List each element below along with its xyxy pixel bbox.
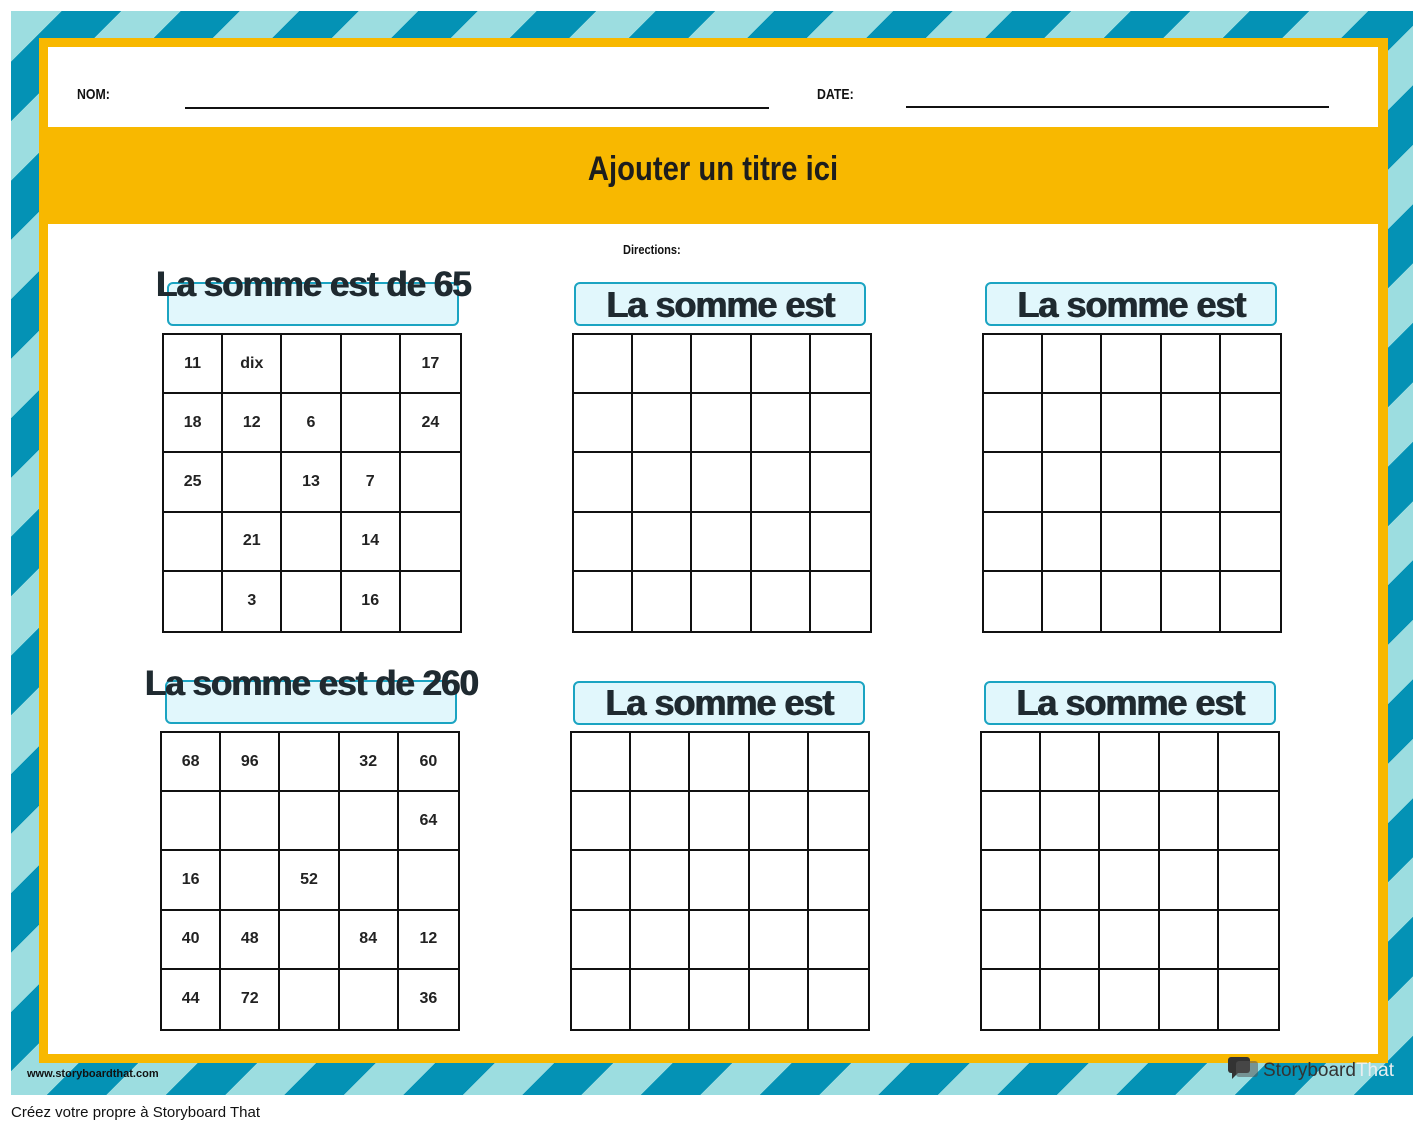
grid-cell[interactable] xyxy=(223,453,282,512)
grid-cell[interactable]: 25 xyxy=(164,453,223,512)
grid-cell[interactable] xyxy=(282,335,341,394)
grid-cell[interactable] xyxy=(340,792,399,851)
grid-cell[interactable] xyxy=(574,335,633,394)
grid-cell[interactable] xyxy=(574,572,633,631)
grid-cell[interactable] xyxy=(1043,513,1102,572)
grid-cell[interactable] xyxy=(690,911,749,970)
sum-label: La somme est xyxy=(605,284,835,325)
grid-cell[interactable] xyxy=(811,572,870,631)
grid-cell[interactable] xyxy=(633,513,692,572)
grid-cell[interactable]: 44 xyxy=(162,970,221,1029)
grid-cell[interactable] xyxy=(692,572,751,631)
grid-cell[interactable] xyxy=(811,453,870,512)
speech-bubble-icon xyxy=(1227,1055,1259,1086)
grid-cell[interactable] xyxy=(982,851,1041,910)
grid-cell[interactable] xyxy=(1100,970,1159,1029)
grid-cell[interactable] xyxy=(1162,335,1221,394)
grid-cell[interactable] xyxy=(631,851,690,910)
grid-cell[interactable] xyxy=(752,572,811,631)
grid-cell[interactable] xyxy=(982,792,1041,851)
grid-cell[interactable]: 11 xyxy=(164,335,223,394)
date-label: DATE: xyxy=(817,86,854,103)
grid-cell[interactable] xyxy=(811,335,870,394)
sum-label: La somme est xyxy=(604,682,834,723)
grid-cell[interactable]: 17 xyxy=(401,335,460,394)
grid-cell[interactable]: 7 xyxy=(342,453,401,512)
sum-label: La somme est de 260 xyxy=(144,664,478,703)
logo-text: StoryboardThat xyxy=(1263,1059,1394,1081)
grid-cell[interactable] xyxy=(1041,792,1100,851)
grid-cell[interactable] xyxy=(752,394,811,453)
grid-cell[interactable] xyxy=(1219,970,1278,1029)
grid-cell[interactable] xyxy=(984,394,1043,453)
grid-cell[interactable] xyxy=(164,513,223,572)
grid-cell[interactable] xyxy=(809,970,868,1029)
directions-label: Directions: xyxy=(623,242,681,257)
grid-cell[interactable] xyxy=(572,792,631,851)
header-panel xyxy=(48,47,1378,127)
grid-cell[interactable] xyxy=(631,733,690,792)
grid-cell[interactable] xyxy=(572,733,631,792)
grid-cell[interactable] xyxy=(692,394,751,453)
grid-cell[interactable] xyxy=(752,513,811,572)
grid-cell[interactable] xyxy=(752,335,811,394)
grid-cell[interactable] xyxy=(280,733,339,792)
grid-cell[interactable] xyxy=(1102,335,1161,394)
grid-cell[interactable] xyxy=(633,335,692,394)
grid-cell[interactable] xyxy=(1100,851,1159,910)
name-line[interactable] xyxy=(185,107,769,109)
grid-cell[interactable] xyxy=(1041,911,1100,970)
grid-cell[interactable] xyxy=(574,453,633,512)
grid-cell[interactable] xyxy=(752,453,811,512)
grid-cell[interactable] xyxy=(1221,453,1280,512)
grid-cell[interactable] xyxy=(1219,792,1278,851)
sum-label: La somme est xyxy=(1015,682,1245,723)
grid-cell[interactable] xyxy=(1162,572,1221,631)
grid-cell[interactable]: 36 xyxy=(419,990,438,1008)
sum-label: La somme est de 65 xyxy=(155,265,471,304)
grid-cell[interactable] xyxy=(984,335,1043,394)
grid-cell[interactable] xyxy=(984,572,1043,631)
grid-cell[interactable] xyxy=(1162,394,1221,453)
grid-cell[interactable] xyxy=(340,970,399,1029)
grid-cell[interactable] xyxy=(162,792,221,851)
grid-cell[interactable] xyxy=(280,911,339,970)
grid-cell[interactable]: 52 xyxy=(280,851,339,910)
grid-cell[interactable]: dix xyxy=(223,335,282,394)
grid-cell[interactable] xyxy=(399,851,458,910)
magic-square-grid xyxy=(572,333,872,633)
grid-cell[interactable] xyxy=(1221,513,1280,572)
grid-cell[interactable] xyxy=(631,970,690,1029)
grid-cell[interactable]: 13 xyxy=(282,453,341,512)
grid-cell[interactable]: 12 xyxy=(223,394,282,453)
grid-cell[interactable] xyxy=(690,792,749,851)
grid-cell[interactable] xyxy=(1100,911,1159,970)
grid-cell[interactable] xyxy=(280,792,339,851)
grid-cell[interactable] xyxy=(809,792,868,851)
grid-cell[interactable] xyxy=(1041,733,1100,792)
grid-cell[interactable] xyxy=(1219,911,1278,970)
grid-cell[interactable] xyxy=(692,453,751,512)
grid-cell[interactable] xyxy=(1160,851,1219,910)
grid-cell[interactable] xyxy=(1102,513,1161,572)
grid-cell[interactable]: 24 xyxy=(401,394,460,453)
grid-cell[interactable]: 18 xyxy=(164,394,223,453)
grid-cell[interactable]: 3 xyxy=(223,572,282,631)
magic-square-grid xyxy=(980,731,1280,1031)
grid-cell[interactable] xyxy=(982,911,1041,970)
grid-cell[interactable] xyxy=(1043,453,1102,512)
magic-square-grid xyxy=(982,333,1282,633)
grid-cell[interactable] xyxy=(750,851,809,910)
grid-cell[interactable]: 60 xyxy=(399,733,458,792)
grid-cell[interactable] xyxy=(809,733,868,792)
grid-cell[interactable] xyxy=(1160,733,1219,792)
grid-cell[interactable] xyxy=(692,513,751,572)
grid-cell[interactable] xyxy=(984,453,1043,512)
grid-cell[interactable] xyxy=(1100,792,1159,851)
grid-cell[interactable] xyxy=(1043,335,1102,394)
grid-cell[interactable]: 16 xyxy=(342,572,401,631)
magic-square-grid xyxy=(570,731,870,1031)
grid-cell[interactable] xyxy=(572,970,631,1029)
grid-cell[interactable]: 48 xyxy=(221,911,280,970)
grid-cell[interactable] xyxy=(164,572,223,631)
magic-square-grid xyxy=(160,731,460,1031)
grid-cell[interactable] xyxy=(1160,970,1219,1029)
grid-cell[interactable] xyxy=(1162,513,1221,572)
grid-cell[interactable] xyxy=(633,453,692,512)
magic-square-grid xyxy=(162,333,462,633)
grid-cell[interactable] xyxy=(750,733,809,792)
grid-cell[interactable] xyxy=(1041,970,1100,1029)
website-url[interactable]: www.storyboardthat.com xyxy=(27,1068,159,1080)
grid-cell[interactable]: 64 xyxy=(399,792,458,851)
grid-cell[interactable] xyxy=(690,733,749,792)
grid-cell[interactable] xyxy=(1221,335,1280,394)
grid-cell[interactable] xyxy=(401,572,460,631)
grid-cell[interactable] xyxy=(750,911,809,970)
grid-cell[interactable] xyxy=(633,572,692,631)
grid-cell[interactable] xyxy=(574,394,633,453)
grid-cell[interactable] xyxy=(401,513,460,572)
grid-cell[interactable]: 68 xyxy=(162,733,221,792)
grid-cell[interactable]: 40 xyxy=(162,911,221,970)
grid-cell[interactable] xyxy=(342,394,401,453)
page-caption: Créez votre propre à Storyboard That xyxy=(11,1104,261,1121)
grid-cell[interactable]: 84 xyxy=(340,911,399,970)
grid-cell[interactable]: 21 xyxy=(223,513,282,572)
grid-cell[interactable] xyxy=(1219,851,1278,910)
name-label: NOM: xyxy=(77,86,110,103)
grid-cell[interactable] xyxy=(1102,394,1161,453)
grid-cell[interactable] xyxy=(1219,733,1278,792)
grid-cell[interactable] xyxy=(984,513,1043,572)
grid-cell[interactable] xyxy=(342,335,401,394)
grid-cell[interactable]: 72 xyxy=(221,970,280,1029)
grid-cell[interactable] xyxy=(982,733,1041,792)
grid-cell[interactable] xyxy=(280,970,339,1029)
grid-cell[interactable]: 32 xyxy=(340,733,399,792)
grid-cell[interactable] xyxy=(633,394,692,453)
grid-cell[interactable] xyxy=(282,572,341,631)
grid-cell[interactable] xyxy=(574,513,633,572)
grid-cell[interactable] xyxy=(811,394,870,453)
date-line[interactable] xyxy=(906,106,1329,108)
storyboardthat-logo[interactable] xyxy=(1227,1055,1394,1086)
grid-cell[interactable] xyxy=(340,851,399,910)
grid-cell[interactable]: 16 xyxy=(162,851,221,910)
grid-cell[interactable]: 6 xyxy=(282,394,341,453)
grid-cell[interactable] xyxy=(1102,453,1161,512)
grid-cell[interactable] xyxy=(809,851,868,910)
grid-cell[interactable] xyxy=(1221,394,1280,453)
sum-label: La somme est xyxy=(1016,284,1246,325)
grid-cell[interactable]: 96 xyxy=(221,733,280,792)
grid-cell[interactable] xyxy=(1221,572,1280,631)
grid-cell[interactable]: 12 xyxy=(399,911,458,970)
grid-cell[interactable] xyxy=(1041,851,1100,910)
grid-cell[interactable] xyxy=(401,453,460,512)
grid-cell[interactable] xyxy=(1160,792,1219,851)
worksheet-title[interactable]: Ajouter un titre ici xyxy=(587,150,839,188)
grid-cell[interactable] xyxy=(572,851,631,910)
grid-cell[interactable] xyxy=(982,970,1041,1029)
grid-cell[interactable] xyxy=(572,911,631,970)
grid-cell[interactable] xyxy=(1160,911,1219,970)
grid-cell[interactable] xyxy=(282,513,341,572)
grid-cell[interactable] xyxy=(690,851,749,910)
grid-cell[interactable] xyxy=(1100,733,1159,792)
grid-cell[interactable] xyxy=(221,851,280,910)
grid-cell[interactable] xyxy=(750,792,809,851)
grid-cell[interactable] xyxy=(1043,572,1102,631)
grid-cell[interactable] xyxy=(809,911,868,970)
grid-cell[interactable] xyxy=(1043,394,1102,453)
grid-cell[interactable] xyxy=(631,911,690,970)
grid-cell[interactable] xyxy=(1162,453,1221,512)
grid-cell[interactable] xyxy=(690,970,749,1029)
grid-cell[interactable] xyxy=(811,513,870,572)
grid-cell[interactable] xyxy=(221,792,280,851)
grid-cell[interactable] xyxy=(1102,572,1161,631)
grid-cell[interactable] xyxy=(750,970,809,1029)
grid-cell[interactable] xyxy=(692,335,751,394)
grid-cell[interactable] xyxy=(631,792,690,851)
grid-cell[interactable]: 14 xyxy=(342,513,401,572)
